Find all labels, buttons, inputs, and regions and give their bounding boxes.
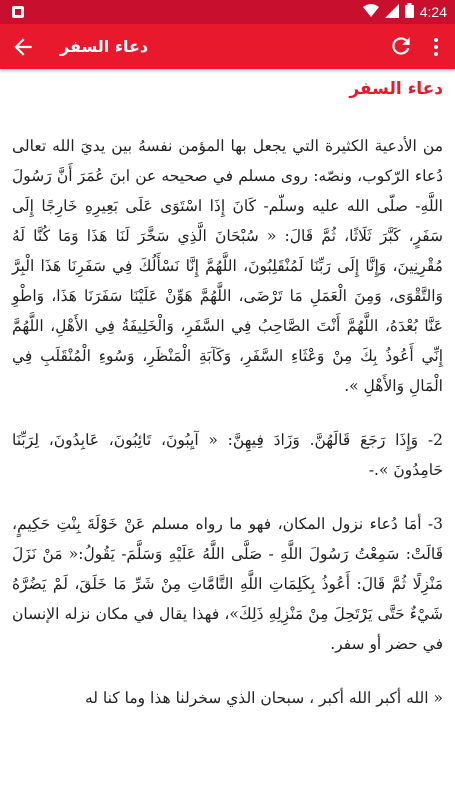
refresh-icon <box>388 33 414 59</box>
article-heading: دعاء السفر <box>349 79 443 99</box>
paragraph-takbir: « الله أكبر الله أكبر ، سبحان الذي سخرلنا هذا وما كنا له <box>84 689 443 707</box>
status-time: 4:24 <box>419 4 447 20</box>
signal-icon <box>385 4 399 21</box>
app-bar <box>0 24 455 69</box>
app-bar-title: دعاء السفر <box>60 37 149 56</box>
status-bar <box>0 0 455 24</box>
back-button[interactable] <box>10 34 36 60</box>
paragraph-place: 3- أمَا دُعاء نزول المكان، فهو ما رواه مسلم عَنْ خَوْلَةَ بِنْتِ حَكِيمٍ، قَالَتْ: سَمِعْتُ رَسُولَ اللَّهِ - صَلَّى اللَّهُ عَلَيْهِ وَسَلَّمَ- يَقُولُ:« مَنْ نَزَلَ مَنْزِلًا ثُمَّ قَالَ: أَعُوذُ بِكَلِمَاتِ اللَّهِ التَّامَّاتِ مِنْ شَرِّ مَا خَلَقَ، لَمْ يَضُرَّهُ شَيْءٌ حَتَّى يَرْتَحِلَ مِنْ مَنْزِلِهِ ذَلِكَ»، فهذا يقال في مكان نزله الإنسان في حضر أو سفر. <box>12 515 443 653</box>
more-vert-icon <box>434 38 438 42</box>
battery-icon <box>405 3 414 21</box>
refresh-button[interactable] <box>388 33 414 59</box>
paragraph-return: 2- وَإِذَا رَجَعَ قَالَهُنَّ. وَزَادَ فِيهِنَّ: « آيِبُونَ، تَائِبُونَ، عَابِدُونَ، لِرَبِّنَا حَامِدُونَ ».- <box>12 431 443 479</box>
paragraph-intro: من الأدعية الكثيرة التي يجعل بها المؤمن نفسهُ بين يديَ الله تعالى دُعاء الرّكوب، ونصّه: روى مسلم في صحيحه عن ابنَ عُمَرَ أَنَّ رَسُولَ اللَّهِ- صلّى الله عليه وسلّم- كَانَ إِذَا اسْتَوَى عَلَى بَعِيرِهِ خَارِجًا إِلَى سَفَرٍ، كَبَّرَ ثَلَاثًا، ثُمَّ قَالَ: « سُبْحَانَ الَّذِي سَخَّرَ لَنَا هَذَا وَمَا كُنَّا لَهُ مُقْرِنِينَ، وَإِنَّا إِلَى رَبِّنَا لَمُنْقَلِبُونَ، اللَّهُمَّ إِنَّا نَسْأَلُكَ فِي سَفَرِنَا هَذَا الْبِرَّ وَالتَّقْوَى، وَمِنَ الْعَمَلِ مَا تَرْضَى، اللَّهُمَّ هَوِّنْ عَلَيْنَا سَفَرَنَا هَذَا، وَاطْوِ عَنَّا بُعْدَهُ، اللَّهُمَّ أَنْتَ الصَّاحِبُ فِي السَّفَرِ، وَالْخَلِيفَةُ فِي الأَهْلِ، اللَّهُمَّ إِنِّي أَعُوذُ بِكَ مِنْ وَعْثَاءِ السَّفَرِ، وَكَآبَةِ الْمَنْظَرِ، وَسُوءِ الْمُنْقَلَبِ فِي الْمَالِ وَالأَهْلِ ». <box>12 137 443 395</box>
article-body <box>12 131 443 737</box>
overflow-menu-button[interactable] <box>425 32 447 62</box>
arrow-back-icon <box>10 34 36 60</box>
notification-icon <box>10 4 26 20</box>
wifi-icon <box>363 4 379 21</box>
article-content[interactable] <box>0 69 455 800</box>
